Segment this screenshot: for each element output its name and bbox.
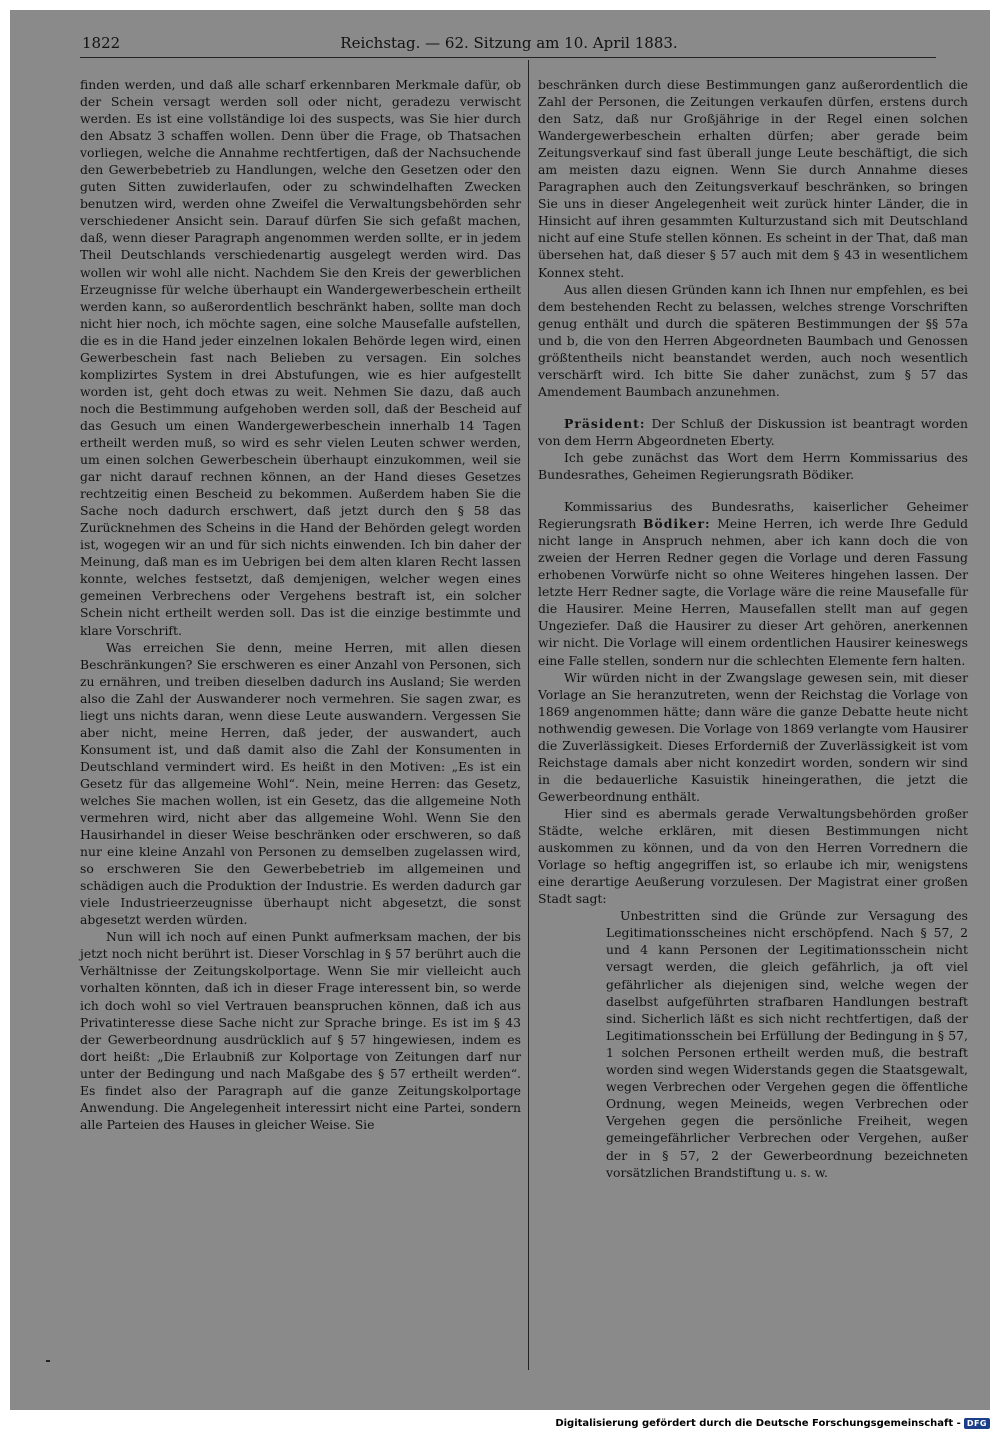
- header-rule: [80, 57, 936, 58]
- footer: [555, 1416, 990, 1430]
- president-paragraph: [538, 415, 968, 449]
- paragraph: Wir würden nicht in der Zwangslage gewesen sein, mit dieser Vorlage an Sie heranzutreten, wenn der Reichstag die Vorlage von 1869 angenommen hätte; dann wäre die ganze Debatte heute nicht nothwendig gewesen. Die Vorlage von 1869 verlangte vom Hausirer die Zuverlässigkeit. Dieses Erforderniß der Zuverlässigkeit ist vom Reichstage damals aber nicht konzedirt worden, sondern wir sind in die bedauerliche Kasuistik hineingerathen, die jetzt die Gewerbeordnung enthält.: [538, 669, 968, 804]
- paragraph: Aus allen diesen Gründen kann ich Ihnen nur empfehlen, es bei dem bestehenden Recht zu belassen, welches strenge Vorschriften genug enthält und durch die späteren Bestimmungen der §§ 57a und b, die von den Herren Abgeordneten Baumbach und Genossen größtentheils nicht beanstandet werden, auch noch wesentlich verschärft wird. Ich bitte Sie daher zunächst, zum § 57 das Amendement Baumbach anzunehmen.: [538, 281, 968, 399]
- footer-text: Digitalisierung gefördert durch die Deutsche Forschungsgemeinschaft -: [555, 1417, 961, 1429]
- speaker-name: Präsident:: [564, 415, 646, 431]
- paragraph: Hier sind es abermals gerade Verwaltungsbehörden großer Städte, welche erklären, mit diesen Bestimmungen nicht auskommen zu können, und da von den Herren Vorrednern die Vorlage so heftig angegriffen ist, so erlaube ich mir, wenigstens eine derartige Aeußerung vorzulesen. Der Magistrat einer großen Stadt sagt:: [538, 805, 968, 907]
- dfg-logo-icon: DFG: [964, 1418, 990, 1429]
- commissioner-paragraph: [538, 498, 968, 668]
- paragraph: finden werden, und daß alle scharf erkennbaren Merkmale dafür, ob der Schein versagt werden soll oder nicht, geradezu verwischt werden. Es ist eine vollständige loi des suspects, was Sie hier durch den Absatz 3 schaffen wollen. Denn über die Frage, ob Thatsachen vorliegen, welche die Annahme rechtfertigen, daß der Nachsuchende den Gewerbebetrieb zu Handlungen, welche den Gesetzen oder den guten Sitten zuwiderlaufen, oder zu schwindelhaften Zwecken benutzen wird, werden ohne Zweifel die Verwaltungsbehörden sehr verschiedener Ansicht sein. Darauf dürfen Sie sich gefaßt machen, daß, wenn dieser Paragraph angenommen werden sollte, er in jedem Theil Deutschlands verschiedenartig ausgelegt werden wird. Das wollen wir wohl alle nicht. Nachdem Sie den Kreis der gewerblichen Erzeugnisse für welche überhaupt ein Wandergewerbeschein ertheilt werden kann, so außerordentlich beschränkt haben, sollte man doch nicht hier noch, ich möchte sagen, eine solche Mausefalle aufstellen, die es in die Hand jeder einzelnen lokalen Behörde legen wird, einen Gewerbeschein fast nach Belieben zu versagen. Ein solches komplizirtes System in drei Abstufungen, wie es hier aufgestellt worden ist, geht doch etwas zu weit. Nehmen Sie dazu, daß auch noch die Bestimmung aufgehoben werden soll, daß der Bescheid auf das Gesuch um einen Wandergewerbeschein innerhalb 14 Tagen ertheilt werden muß, so wird es sehr vielen Leuten schwer werden, um einen solchen Gewerbeschein überhaupt einzukommen, weil sie gar nicht darauf rechnen können, an der Hand dieses Gesetzes rechtzeitig einen Bescheid zu bekommen. Außerdem haben Sie die Sache noch dadurch erschwert, daß jetzt durch den § 58 das Zurücknehmen des Scheins in die Hand der Behörden gelegt worden ist, wogegen wir an und für sich nichts einwenden. Ich bin daher der Meinung, daß man es im Uebrigen bei dem alten klaren Recht lassen konnte, welches festsetzt, daß demjenigen, welcher wegen eines gemeinen Verbrechens oder Vergehens bestraft ist, ein solcher Schein nicht ertheilt werden soll. Das ist die einzige bestimmte und klare Vorschrift.: [80, 77, 521, 638]
- speaker-intro: Kommissarius des Bundesraths, kaiserlicher Geheimer Regierungsrath: [538, 499, 968, 532]
- column-divider: [528, 60, 529, 1370]
- page-header: [82, 34, 936, 54]
- page-number: 1822: [82, 34, 121, 52]
- paragraph: beschränken durch diese Bestimmungen ganz außerordentlich die Zahl der Personen, die Zeitungen verkaufen dürfen, erstens durch den Satz, daß nur Großjährige in der Regel einen solchen Wandergewerbeschein erhalten dürfen; aber gerade beim Zeitungsverkauf sind fast überall junge Leute beschäftigt, die sich am meisten dazu eignen. Wenn Sie durch Annahme dieses Paragraphen auch den Zeitungsverkauf beschränken, so bringen Sie uns in dieser Angelegenheit weit zurück hinter Länder, die in Hinsicht auf ihren gesammten Kulturzustand sich mit Deutschland nicht auf eine Stufe stellen können. Es scheint in der That, daß man übersehen hat, daß dieser § 57 auch mit dem § 43 in wesentlichem Konnex steht.: [538, 77, 968, 280]
- paragraph: Nun will ich noch auf einen Punkt aufmerksam machen, der bis jetzt noch nicht berührt ist. Dieser Vorschlag in § 57 berührt auch die Verhältnisse der Zeitungskolportage. Wenn Sie mir vielleicht auch vorhalten könnten, daß ich in dieser Frage interessent bin, so werde ich doch wohl so viel Vertrauen beanspruchen können, daß ich aus Privatinteresse diese Sache nicht zur Sprache bringe. Es ist im § 43 der Gewerbeordnung ausdrücklich auf § 57 hingewiesen, indem es dort heißt: „Die Erlaubniß zur Kolportage von Zeitungen darf nur unter der Bedingung und nach Maßgabe des § 57 ertheilt werden“. Es findet also der Paragraph auf die ganze Zeitungskolportage Anwendung. Die Angelegenheit interessirt nicht eine Partei, sondern alle Parteien des Hauses in gleicher Weise. Sie: [80, 929, 521, 1132]
- speech-text: Der Schluß der Diskussion ist beantragt worden von dem Herrn Abgeordneten Eberty.: [538, 415, 968, 448]
- quotation-block: [538, 907, 968, 1181]
- page-title: Reichstag. — 62. Sitzung am 10. April 1883.: [340, 34, 678, 52]
- speaker-name: Bödiker:: [642, 516, 711, 532]
- left-column: [80, 76, 521, 1133]
- quotation-text: Unbestritten sind die Gründe zur Versagung des Legitimationsscheines nicht erschöpfend. Nach § 57, 2 und 4 kann Personen der Legitimationsschein nicht versagt werden, die gleich gefährlich, ja oft viel gefährlicher als diejenigen sind, welche wegen der daselbst aufgeführten strafbaren Handlungen bestraft sind. Sicherlich läßt es sich nicht rechtfertigen, daß der Legitimationsschein bei Erfüllung der Bedingung in § 57, 1 solchen Personen ertheilt werden muß, die bestraft worden sind wegen Widerstands gegen die Staatsgewalt, wegen Verbrechen oder Vergehen gegen die öffentliche Ordnung, wegen Meineids, wegen Verbrechen oder Vergehen gegen die persönliche Freiheit, wegen gemeingefährlicher Verbrechen oder Vergehen, außer der in § 57, 2 der Gewerbeordnung bezeichneten vorsätzlichen Brandstiftung u. s. w.: [606, 908, 968, 1180]
- paragraph: Was erreichen Sie denn, meine Herren, mit allen diesen Beschränkungen? Sie erschweren es einer Anzahl von Personen, sich zu ernähren, und treiben dieselben dadurch ins Ausland; Sie werden also die Zahl der Auswanderer noch vermehren. Sie sagen zwar, es liegt uns nichts daran, wenn diese Leute auswandern. Vergessen Sie aber nicht, meine Herren, daß jeder, der auswandert, auch Konsument ist, und daß damit also die Zahl der Konsumenten in Deutschland vermindert wird. Es heißt in den Motiven: „Es ist ein Gesetz für das allgemeine Wohl“. Nein, meine Herren: das Gesetz, welches Sie machen wollen, ist ein Gesetz, das die allgemeine Noth vermehren wird, nicht aber das allgemeine Wohl. Wenn Sie den Hausirhandel in dieser Weise beschränken oder erschweren, so daß nur eine kleine Anzahl von Personen zu demselben zugelassen wird, so erschweren Sie den Gewerbebetrieb im allgemeinen und schädigen auch die Produktion der Industrie. Es werden dadurch gar viele Industrieerzeugnisse überhaupt nicht abgesetzt, die sonst abgesetzt werden würden.: [80, 639, 521, 928]
- margin-mark: [46, 1360, 50, 1362]
- paragraph: Ich gebe zunächst das Wort dem Herrn Kommissarius des Bundesrathes, Geheimen Regierungsrath Bödiker.: [538, 449, 968, 483]
- speech-text: Meine Herren, ich werde Ihre Geduld nicht lange in Anspruch nehmen, aber ich kann doch die von zweien der Herren Redner gegen die Vorlage und deren Fassung erhobenen Vorwürfe nicht so ohne Weiteres hingehen lassen. Der letzte Herr Redner sagte, die Vorlage wäre die reine Mausefalle für die Hausirer. Meine Herren, Mausefallen stellt man auf gegen Ungeziefer. Daß die Hausirer zu dieser Art gehören, anerkennen wir nicht. Die Vorlage will einem ordentlichen Hausirer keineswegs eine Falle stellen, sondern nur die schlechten Elemente fern halten.: [538, 516, 968, 668]
- right-column: [538, 76, 968, 1181]
